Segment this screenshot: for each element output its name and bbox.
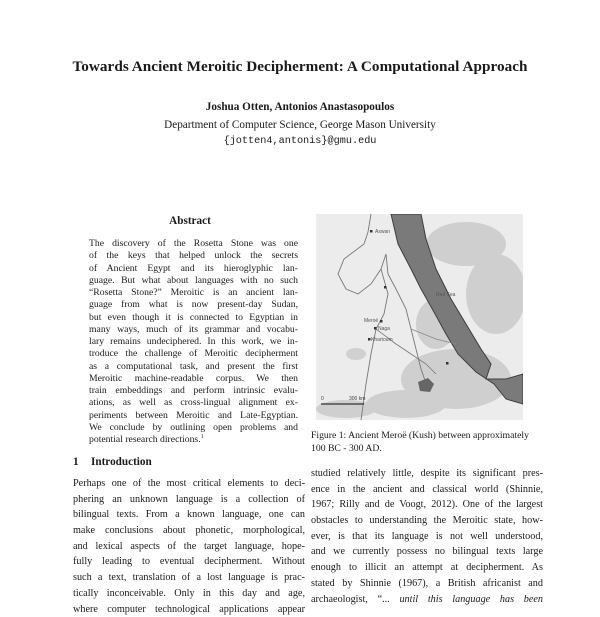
abstract-line: as a computational task, and present the first	[89, 361, 298, 373]
intro-right-column	[311, 466, 543, 607]
body-line: enough to illicit an attempt at decipherment. As	[311, 560, 543, 576]
abstract-line: guage from what is now present-day Sudan,	[89, 299, 298, 311]
body-line: and we currently possess no bilingual texts large	[311, 544, 543, 560]
paper-authors: Joshua Otten, Antonios Anastasopoulos	[0, 101, 600, 113]
body-line: where computer technological applications appear	[73, 602, 305, 617]
body-line: and lexical aspects of the target language, hope-	[73, 539, 305, 555]
map-label-aswan: Aswan	[375, 229, 390, 235]
body-line-mixed	[311, 592, 543, 608]
body-line: obstacles to understanding the Meroitic state, how-	[311, 513, 543, 529]
abstract-line: ations, as well as cross-lingual alignment ex-	[89, 397, 298, 409]
body-line: stated by Shinnie (1967), a British africanist and	[311, 576, 543, 592]
figure-map	[316, 214, 523, 420]
abstract-line: Meroitic machine-readable corpus. We then	[89, 373, 298, 385]
abstract-line: many ways, much of its grammar and vocabu-	[89, 324, 298, 336]
body-line: make conclusions about phonetic, morphological,	[73, 523, 305, 539]
body-text: archaeologist, “...	[311, 594, 390, 605]
paper-email: {jotten4,antonis}@gmu.edu	[0, 136, 600, 147]
abstract-line-last	[89, 434, 298, 446]
body-line: bilingual texts. From a known language, one can	[73, 507, 305, 523]
map-label-naga: Naga	[378, 326, 390, 332]
paper-affiliation: Department of Computer Science, George Mason University	[0, 119, 600, 131]
body-line: fully leading to eventual decipherment. Without	[73, 554, 305, 570]
body-line: 1967; Rilly and de Voogt, 2012). One of the largest	[311, 497, 543, 513]
figure-caption	[311, 430, 543, 455]
abstract-line: The discovery of the Rosetta Stone was one	[89, 238, 298, 250]
abstract-line: We conclude by outlining open problems and	[89, 422, 298, 434]
quote-text: until this language has been	[399, 594, 543, 605]
body-line: studied relatively little, despite its significant pres-	[311, 466, 543, 482]
abstract-line: train embeddings and perform intrinsic evalu-	[89, 385, 298, 397]
abstract-line: but even though it is connected to Egyptian in	[89, 312, 298, 324]
abstract-line: guage. But what about languages with no such	[89, 275, 298, 287]
body-line: tically inconceivable. Only in this day and age,	[73, 586, 305, 602]
caption-line: Figure 1: Ancient Meroë (Kush) between approximately	[311, 430, 543, 443]
abstract-line: of the keys that helped unlock the secrets	[89, 250, 298, 262]
map-label-red-sea: Red Sea	[436, 292, 456, 298]
footnote-marker[interactable]: 1	[201, 434, 204, 440]
abstract-heading: Abstract	[80, 215, 300, 227]
body-line: ence in the ancient and classical world (Shinnie,	[311, 482, 543, 498]
section-heading-introduction	[73, 456, 152, 468]
map-label-meroe: Meroë	[364, 318, 378, 324]
body-line: such a text, translation of a lost language is prac-	[73, 570, 305, 586]
section-title: Introduction	[91, 456, 152, 468]
paper-title: Towards Ancient Meroitic Decipherment: A Computational Approach	[0, 58, 600, 76]
map-of-kush-icon	[316, 214, 523, 420]
body-line: ever, is that its language is not well understood,	[311, 529, 543, 545]
body-line: phering an unknown language is a collection of	[73, 492, 305, 508]
abstract-line: “Rosetta Stone?” Meroitic is an ancient lan-	[89, 287, 298, 299]
body-line: Perhaps one of the most critical elements to deci-	[73, 476, 305, 492]
intro-left-column	[73, 476, 305, 617]
abstract-line: periments between Meroitic and Late-Egyptian.	[89, 410, 298, 422]
abstract-line: potential research directions.	[89, 434, 201, 445]
abstract-body	[89, 238, 298, 446]
caption-line: 100 BC - 300 AD.	[311, 443, 543, 456]
map-label-khartoum: Khartoum	[371, 337, 393, 343]
map-scale-zero: 0	[321, 396, 324, 402]
abstract-line: lary remains undeciphered. In this work, we in-	[89, 336, 298, 348]
map-scale-end: 300 km	[349, 396, 365, 402]
section-number: 1	[73, 456, 91, 468]
abstract-line: troduce the challenge of Meroitic decipherment	[89, 348, 298, 360]
abstract-line: of Ancient Egypt and its hieroglyphic lan-	[89, 263, 298, 275]
